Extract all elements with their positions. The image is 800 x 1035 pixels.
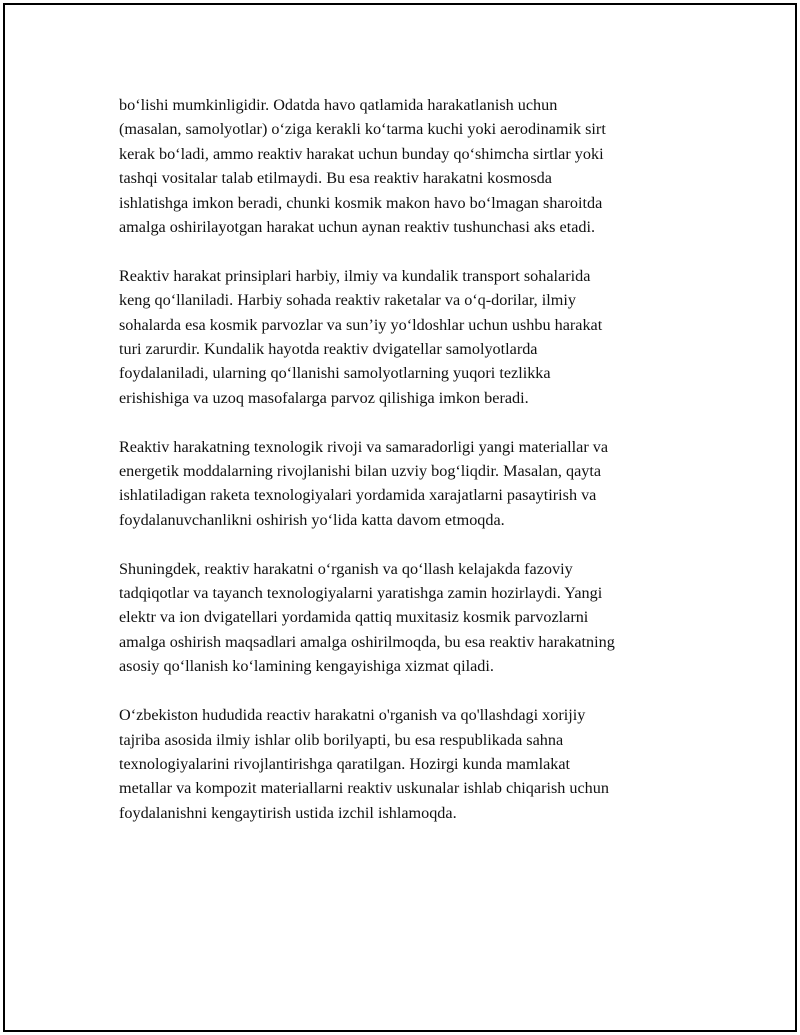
paragraph-2: [119, 264, 694, 410]
text-line: energetik moddalarning rivojlanishi bilan uzviy bog‘liqdir. Masalan, qayta: [119, 462, 602, 481]
text-line: foydalanuvchanlikni oshirish yo‘lida katta davom etmoqda.: [119, 510, 505, 529]
text-line: foydalanishni kengaytirish ustida izchil ishlamoqda.: [119, 803, 457, 822]
text-line: texnologiyalarini rivojlantirishga qaratilgan. Hozirgi kunda mamlakat: [119, 754, 571, 773]
text-line: O‘zbekiston hududida reactiv harakatni o'rganish va qo'llashdagi xorijiy: [119, 706, 586, 725]
text-line: Reaktiv harakat prinsiplari harbiy, ilmiy va kundalik transport sohalarida: [119, 266, 591, 285]
text-line: ishlatishga imkon beradi, chunki kosmik makon havo bo‘lmagan sharoitda: [119, 193, 603, 212]
paragraph-3: [119, 435, 694, 533]
text-line: ishlatiladigan raketa texnologiyalari yordamida xarajatlarni pasaytirish va: [119, 486, 597, 505]
text-line: elektr va ion dvigatellari yordamida qattiq muxitasiz kosmik parvozlarni: [119, 608, 589, 627]
text-line: kerak bo‘ladi, ammo reaktiv harakat uchun bunday qo‘shimcha sirtlar yoki: [119, 144, 604, 163]
text-line: asosiy qo‘llanish ko‘lamining kengayishiga xizmat qiladi.: [119, 657, 494, 676]
text-line: metallar va kompozit materiallarni reaktiv uskunalar ishlab chiqarish uchun: [119, 779, 609, 798]
text-line: tajriba asosida ilmiy ishlar olib borilyapti, bu esa respublikada sahna: [119, 730, 564, 749]
text-line: Shuningdek, reaktiv harakatni o‘rganish va qo‘llash kelajakda fazoviy: [119, 559, 573, 578]
paragraph-4: [119, 557, 694, 679]
document-body: [119, 93, 694, 850]
text-line: sohalarda esa kosmik parvozlar va sun’iy yo‘ldoshlar uchun ushbu harakat: [119, 315, 603, 334]
text-line: amalga oshirish maqsadlari amalga oshirilmoqda, bu esa reaktiv harakatning: [119, 632, 615, 651]
text-line: (masalan, samolyotlar) o‘ziga kerakli ko‘tarma kuchi yoki aerodinamik sirt: [119, 120, 606, 139]
text-line: keng qo‘llaniladi. Harbiy sohada reaktiv raketalar va o‘q-dorilar, ilmiy: [119, 291, 576, 310]
text-line: foydalaniladi, ularning qo‘llanishi samolyotlarning yuqori tezlikka: [119, 364, 551, 383]
paragraph-5: [119, 703, 694, 825]
text-line: tadqiqotlar va tayanch texnologiyalarni yaratishga zamin hozirlaydi. Yangi: [119, 584, 603, 603]
text-line: Reaktiv harakatning texnologik rivoji va samaradorligi yangi materiallar va: [119, 437, 609, 456]
text-line: bo‘lishi mumkinligidir. Odatda havo qatlamida harakatlanish uchun: [119, 96, 558, 114]
paragraph-1: [119, 93, 694, 239]
text-line: turi zarurdir. Kundalik hayotda reaktiv dvigatellar samolyotlarda: [119, 340, 538, 359]
text-line: tashqi vositalar talab etilmaydi. Bu esa reaktiv harakatni kosmosda: [119, 169, 552, 188]
text-line: erishishiga va uzoq masofalarga parvoz qilishiga imkon beradi.: [119, 388, 529, 407]
text-line: amalga oshirilayotgan harakat uchun aynan reaktiv tushunchasi aks etadi.: [119, 218, 596, 237]
